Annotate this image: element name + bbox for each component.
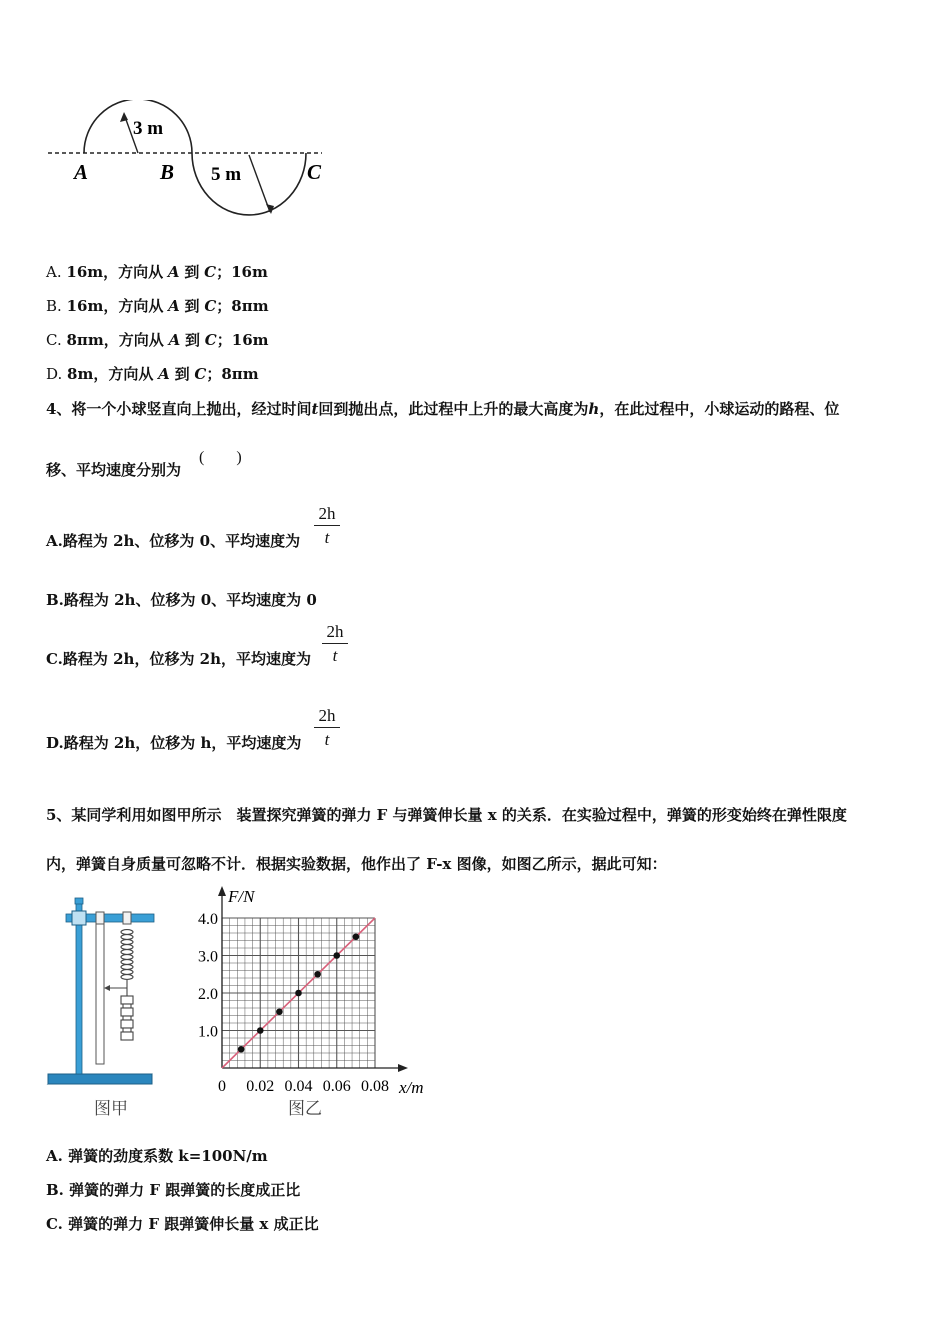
option-from: A — [167, 263, 180, 281]
option-to-word: 到 — [185, 331, 201, 349]
option-displacement: 8m，方向从 — [67, 365, 154, 383]
q4-stem-line2 — [46, 459, 181, 480]
label-point-b: B — [160, 160, 175, 184]
option-letter: D. — [46, 365, 63, 383]
y-tick-label: 1.0 — [198, 1023, 218, 1041]
option-to: C — [204, 297, 217, 315]
q3-option-a — [46, 261, 268, 282]
q4-stem-part: ，在此过程中，小球运动的路程、位 — [599, 400, 840, 418]
label-5m: 5 m — [211, 164, 242, 185]
pointer-arrow — [104, 985, 110, 991]
option-to: C — [204, 331, 217, 349]
fraction-2h-over-t — [314, 504, 340, 548]
x-axis-arrow — [398, 1064, 408, 1072]
option-sep: ； — [206, 365, 222, 383]
option-sep: ； — [216, 331, 232, 349]
y-axis-arrow — [218, 886, 226, 896]
apparatus-clamp — [72, 911, 86, 925]
q5-option-c: C. 弹簧的弹力 F 跟弹簧伸长量 x 成正比 — [46, 1215, 319, 1233]
q4-option-a: A.路程为 2h、位移为 0、平均速度为 — [46, 532, 301, 550]
data-point — [333, 952, 340, 959]
chart-x-axis-label: x/m — [399, 1078, 424, 1097]
data-point — [257, 1027, 264, 1034]
option-to-word: 到 — [174, 365, 190, 383]
q3-option-c — [46, 329, 269, 350]
q4-stem-part: 回到抛出点，此过程中上升的最大高度为 — [318, 400, 589, 418]
fraction-denominator: t — [332, 646, 338, 665]
x-tick-label: 0.02 — [246, 1078, 275, 1095]
option-from: A — [158, 365, 170, 383]
q4-stem-part: 移、平均速度分别为 — [46, 461, 182, 479]
data-point — [276, 1008, 283, 1015]
option-displacement: 8πm，方向从 — [66, 331, 164, 349]
x-tick-label: 0.04 — [284, 1078, 313, 1095]
option-displacement: 16m，方向从 — [66, 297, 164, 315]
q4-stem-line1 — [46, 398, 839, 419]
x-tick-label: 0 — [218, 1078, 226, 1095]
answer-paren: ( ) — [199, 449, 242, 466]
data-point — [238, 1046, 245, 1053]
x-tick-label: 0.06 — [322, 1078, 351, 1095]
label-point-c: C — [307, 160, 322, 184]
fraction-numerator: 2h — [314, 504, 340, 526]
option-to: C — [204, 263, 217, 281]
radius-arrow-large — [249, 155, 270, 212]
semicircle-large — [192, 153, 306, 215]
option-displacement: 16m，方向从 — [66, 263, 164, 281]
x-tick-label: 0.08 — [361, 1078, 389, 1095]
fraction-2h-over-t — [314, 706, 340, 750]
ruler — [96, 922, 104, 1064]
spring-apparatus-figure — [44, 892, 164, 1122]
q4-option-b: B.路程为 2h、位移为 0、平均速度为 0 — [46, 591, 317, 609]
apparatus-pole — [76, 902, 82, 1074]
path-diagram — [40, 100, 340, 230]
spring-hook-clip — [123, 912, 131, 924]
option-to-word: 到 — [184, 263, 200, 281]
q4-option-c: C.路程为 2h，位移为 2h，平均速度为 — [46, 650, 312, 668]
option-to-word: 到 — [184, 297, 200, 315]
q4-var-h: h — [588, 400, 600, 418]
option-to: C — [194, 365, 207, 383]
data-point — [314, 971, 321, 978]
option-from: A — [168, 297, 180, 315]
fig-jia-caption: 图甲 — [94, 1099, 128, 1118]
q3-option-d — [46, 363, 259, 384]
chart-y-axis-label: F/N — [228, 887, 255, 906]
option-path: 16m — [231, 331, 269, 349]
spring-coil — [121, 930, 133, 980]
q4-var-t: t — [311, 400, 319, 418]
option-letter: B. — [46, 297, 62, 315]
fraction-2h-over-t — [322, 622, 348, 666]
fraction-numerator: 2h — [314, 706, 340, 728]
q4-option-d: D.路程为 2h，位移为 h，平均速度为 — [46, 734, 302, 752]
fraction-denominator: t — [324, 730, 330, 749]
option-letter: A. — [46, 263, 62, 281]
q5-stem-line1: 5、某同学利用如图甲所示 装置探究弹簧的弹力 F 与弹簧伸长量 x 的关系．在实验过程中，弹簧的形变始终在弹性限度 — [46, 806, 847, 824]
q5-stem-line2: 内，弹簧自身质量可忽略不计．根据实验数据，他作出了 F-x 图像，如图乙所示，据此可知： — [46, 855, 667, 873]
ruler-clip — [96, 912, 104, 924]
data-point — [353, 933, 360, 940]
fx-chart — [188, 882, 438, 1127]
data-point — [295, 990, 302, 997]
option-path: 8πm — [231, 297, 269, 315]
y-tick-label: 2.0 — [198, 986, 218, 1003]
option-sep: ； — [216, 297, 232, 315]
q3-option-b — [46, 295, 269, 316]
y-tick-label: 4.0 — [198, 911, 218, 928]
apparatus-base-front — [48, 1074, 152, 1084]
fig-yi-caption: 图乙 — [288, 1099, 322, 1118]
fraction-denominator: t — [324, 528, 330, 547]
option-path: 8πm — [221, 365, 259, 383]
q4-stem-part: 4、将一个小球竖直向上抛出，经过时间 — [46, 400, 312, 418]
option-letter: C. — [46, 331, 62, 349]
label-point-a: A — [74, 160, 89, 184]
fraction-numerator: 2h — [322, 622, 348, 644]
option-path: 16m — [231, 263, 268, 281]
option-sep: ； — [216, 263, 232, 281]
q5-option-b: B. 弹簧的弹力 F 跟弹簧的长度成正比 — [46, 1181, 301, 1199]
hanging-weights — [121, 996, 133, 1040]
q5-option-a: A. 弹簧的劲度系数 k=100N/m — [46, 1147, 268, 1165]
apparatus-pole-cap — [75, 898, 83, 904]
option-from: A — [168, 331, 181, 349]
label-3m: 3 m — [133, 118, 164, 139]
y-tick-label: 3.0 — [198, 948, 218, 966]
